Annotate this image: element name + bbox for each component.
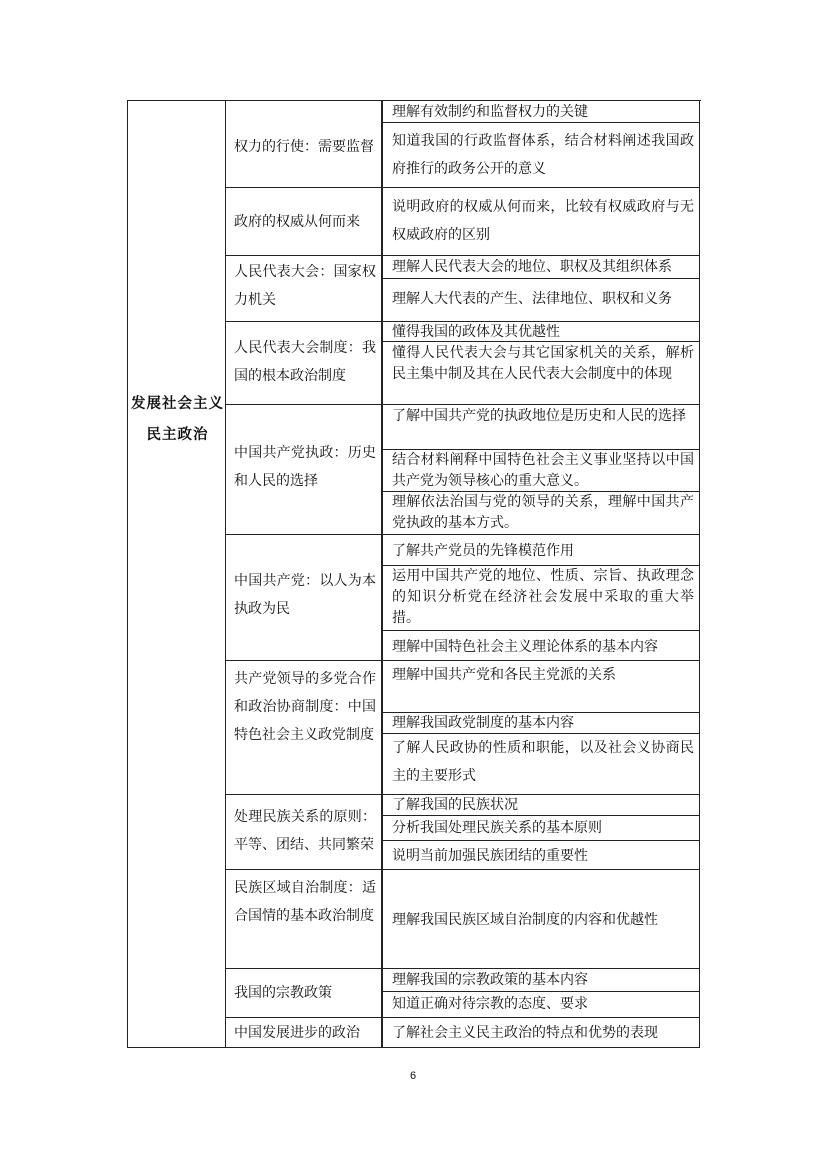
item-text: 知道我国的行政监督体系，结合材料阐述我国政府推行的政务公开的意义 — [392, 133, 694, 177]
item-text: 了解中国共产党的执政地位是历史和人民的选择 — [392, 408, 686, 424]
section-title: 中国发展进步的政治 — [234, 1025, 360, 1041]
item-cell — [382, 841, 700, 870]
item-text: 理解人民代表大会的地位、职权及其组织体系 — [392, 259, 672, 275]
item-cell — [382, 795, 700, 816]
section-cell — [226, 188, 382, 256]
item-text: 知道正确对待宗教的态度、要求 — [392, 996, 588, 1012]
section-cell — [226, 256, 382, 322]
item-cell — [382, 631, 700, 661]
section-title: 权力的行使：需要监督 — [234, 139, 374, 155]
item-cell — [382, 256, 700, 279]
section-cell — [226, 322, 382, 405]
item-cell — [382, 535, 700, 566]
item-cell — [382, 870, 700, 969]
item-text: 理解中国特色社会主义理论体系的基本内容 — [392, 639, 658, 655]
item-text: 理解依法治国与党的领导的关系，理解中国共产党执政的基本方式。 — [392, 494, 694, 531]
item-text: 理解我国的宗教政策的基本内容 — [392, 972, 588, 988]
section-title: 中国共产党：以人为本执政为民 — [234, 573, 376, 617]
section-cell — [226, 535, 382, 661]
section-title: 人民代表大会制度：我国的根本政治制度 — [234, 340, 376, 384]
item-text: 分析我国处理民族关系的基本原则 — [392, 820, 602, 836]
item-text: 理解我国民族区域自治制度的内容和优越性 — [392, 912, 658, 928]
section-cell — [226, 870, 382, 969]
section-title: 政府的权威从何而来 — [234, 214, 360, 230]
item-text: 了解共产党员的先锋模范作用 — [392, 543, 574, 559]
item-text: 理解有效制约和监督权力的关键 — [392, 104, 588, 120]
item-cell — [382, 661, 700, 713]
section-title: 处理民族关系的原则：平等、团结、共同繁荣 — [234, 809, 376, 853]
item-cell — [382, 992, 700, 1018]
item-text: 说明当前加强民族团结的重要性 — [392, 848, 588, 864]
item-cell — [382, 1018, 700, 1048]
section-cell — [226, 405, 382, 535]
section-title: 我国的宗教政策 — [234, 985, 332, 1001]
item-cell — [382, 123, 700, 188]
item-cell — [382, 566, 700, 631]
section-cell — [226, 795, 382, 870]
page-number: 6 — [409, 1070, 417, 1082]
item-cell — [382, 816, 700, 841]
item-text: 了解社会主义民主政治的特点和优势的表现 — [392, 1025, 658, 1041]
item-text: 理解中国共产党和各民主党派的关系 — [392, 667, 616, 683]
item-text: 懂得我国的政体及其优越性 — [392, 324, 560, 340]
item-text: 结合材料阐释中国特色社会主义事业坚持以中国共产党为领导核心的重大意义。 — [392, 452, 694, 489]
item-cell — [382, 100, 700, 123]
section-title: 共产党领导的多党合作和政治协商制度：中国特色社会主义政党制度 — [234, 671, 376, 743]
section-cell — [226, 969, 382, 1018]
item-text: 说明政府的权威从何而来，比较有权威政府与无权威政府的区别 — [392, 199, 694, 243]
section-title: 人民代表大会：国家权力机关 — [234, 264, 376, 308]
item-cell — [382, 450, 700, 492]
item-text: 运用中国共产党的地位、性质、宗旨、执政理念的知识分析党在经济社会发展中采取的重大举措。 — [392, 568, 694, 626]
item-text: 懂得人民代表大会与其它国家机关的关系，解析民主集中制及其在人民代表大会制度中的体现 — [392, 345, 694, 382]
item-cell — [382, 734, 700, 795]
item-cell — [382, 188, 700, 256]
item-cell — [382, 342, 700, 405]
item-cell — [382, 322, 700, 342]
item-text: 了解我国的民族状况 — [392, 797, 518, 813]
category-column — [127, 100, 226, 1048]
item-cell — [382, 492, 700, 535]
section-title: 民族区域自治制度：适合国情的基本政治制度 — [234, 880, 376, 924]
item-cell — [382, 969, 700, 992]
item-cell — [382, 279, 700, 322]
item-cell — [382, 405, 700, 450]
section-title: 中国共产党执政：历史和人民的选择 — [234, 445, 376, 489]
category-label: 发展社会主义民主政治 — [131, 396, 224, 443]
item-cell — [382, 713, 700, 734]
section-cell — [226, 661, 382, 795]
section-cell — [226, 1018, 382, 1048]
item-text: 了解人民政协的性质和职能，以及社会义协商民主的主要形式 — [392, 740, 694, 784]
section-cell — [226, 100, 382, 188]
item-text: 理解人大代表的产生、法律地位、职权和义务 — [392, 291, 672, 307]
item-text: 理解我国政党制度的基本内容 — [392, 715, 574, 731]
